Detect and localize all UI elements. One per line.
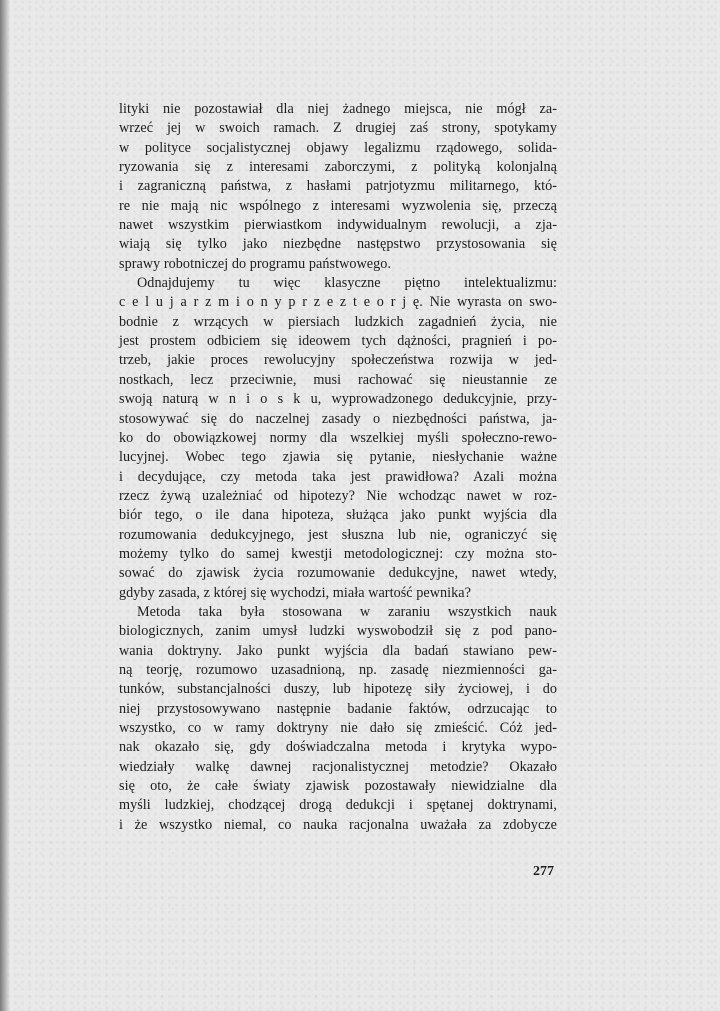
text-line: Odnajdujemy tu więc klasyczne piętno intelektualizmu:	[137, 275, 557, 292]
text-line: trzeb, jakie proces rewolucyjny społeczeństwa rozwija w jed-	[119, 352, 557, 369]
text-line: niej przystosowywano następnie badanie faktów, odrzucając to	[119, 700, 557, 717]
text-line: swoją naturą w n i o s k u, wyprowadzonego dedukcyjnie, przy-	[119, 391, 557, 408]
text-line: możemy tylko do samej kwestji metodologicznej: czy można sto-	[119, 545, 557, 562]
text-line: gdyby zasada, z której się wychodzi, miała wartość pewnika?	[119, 584, 471, 601]
text-line: c e l u j a r z m i o n y p r z e z t e o r j ę. Nie wyrasta on swo-	[119, 294, 557, 311]
text-line: sprawy robotniczej do programu państwowego.	[119, 255, 392, 272]
text-line: w polityce socjalistycznej objawy legalizmu rządowego, solida-	[119, 139, 557, 156]
text-line: lucyjnej. Wobec tego zjawia się pytanie, niesłychanie ważne	[119, 449, 557, 466]
text-line: re nie mają nic wspólnego z interesami wyzwolenia się, przeczą	[119, 197, 557, 214]
page-number: 277	[533, 864, 554, 879]
text-line: jest prostem odbiciem się ideowem tych dążności, pragnień i po-	[119, 333, 557, 350]
page-binding-edge	[0, 0, 10, 1011]
text-line: i że wszystko niemal, co nauka racjonalna uważała za zdobycze	[119, 816, 557, 833]
text-line: wiają się tylko jako niezbędne następstwo przystosowania się	[119, 236, 557, 253]
text-line: tunków, substancjalności duszy, lub hipotezę siły życiowej, i do	[119, 681, 557, 698]
text-line: lityki nie pozostawiał dla niej żadnego miejsca, nie mógł za-	[119, 101, 557, 117]
text-line: wiedziały walkę dawnej racjonalistycznej metodzie? Okazało	[119, 758, 557, 775]
text-line: wszystko, co w ramy doktryny nie dało się zmieścić. Cóż jed-	[119, 720, 557, 736]
text-line: nostkach, lecz przeciwnie, musi rachować się nieustannie ze	[119, 371, 557, 388]
text-line: i zagraniczną państwa, z hasłami patrjotyzmu militarnego, któ-	[119, 178, 557, 195]
text-line: rzecz żywą uzależniać od hipotezy? Nie wchodząc nawet w roz-	[119, 487, 557, 504]
text-line: się oto, że całe światy zjawisk pozostawały niewidzialne dla	[119, 778, 557, 795]
text-line: sować do zjawisk życia rozumowanie dedukcyjne, nawet wtedy,	[119, 565, 557, 582]
text-line: stosowywać się do naczelnej zasady o niezbędności państwa, ja-	[119, 410, 557, 427]
text-line: ko do obowiązkowej normy dla wszelkiej myśli społeczno-rewo-	[119, 429, 557, 446]
text-line: bodnie z wrzących w piersiach ludzkich zagadnień życia, nie	[119, 313, 557, 330]
text-line: biologicznych, zanim umysł ludzki wyswobodził się z pod pano-	[119, 623, 557, 640]
text-line: i decydujące, czy metoda taka jest prawidłowa? Azali można	[119, 468, 557, 485]
text-line: ryzowania się z interesami zaborczymi, z polityką kolonjalną	[119, 159, 557, 176]
text-line: nak okazało się, gdy doświadczalna metoda i krytyka wypo-	[119, 739, 557, 756]
text-line: ną teorję, rozumowo uzasadnioną, np. zasadę niezmienności ga-	[119, 661, 557, 678]
text-line: myśli ludzkiej, chodzącej drogą dedukcji i spętanej doktrynami,	[119, 797, 557, 814]
text-line: rozumowania dedukcyjnego, jest słuszna lub nie, ograniczyć się	[119, 526, 557, 543]
text-line: wania doktryny. Jako punkt wyjścia dla badań stawiano pew-	[119, 642, 557, 659]
body-text	[119, 100, 557, 835]
text-line: biór tego, o ile dana hipoteza, służąca jako punkt wyjścia dla	[119, 507, 557, 524]
text-line: nawet wszystkim pierwiastkom indywidualnym rewolucji, a zja-	[119, 217, 557, 234]
text-line: wrzeć jej w swoich ramach. Z drugiej zaś strony, spotykamy	[119, 120, 557, 137]
text-line: Metoda taka była stosowana w zaraniu wszystkich nauk	[137, 603, 557, 620]
